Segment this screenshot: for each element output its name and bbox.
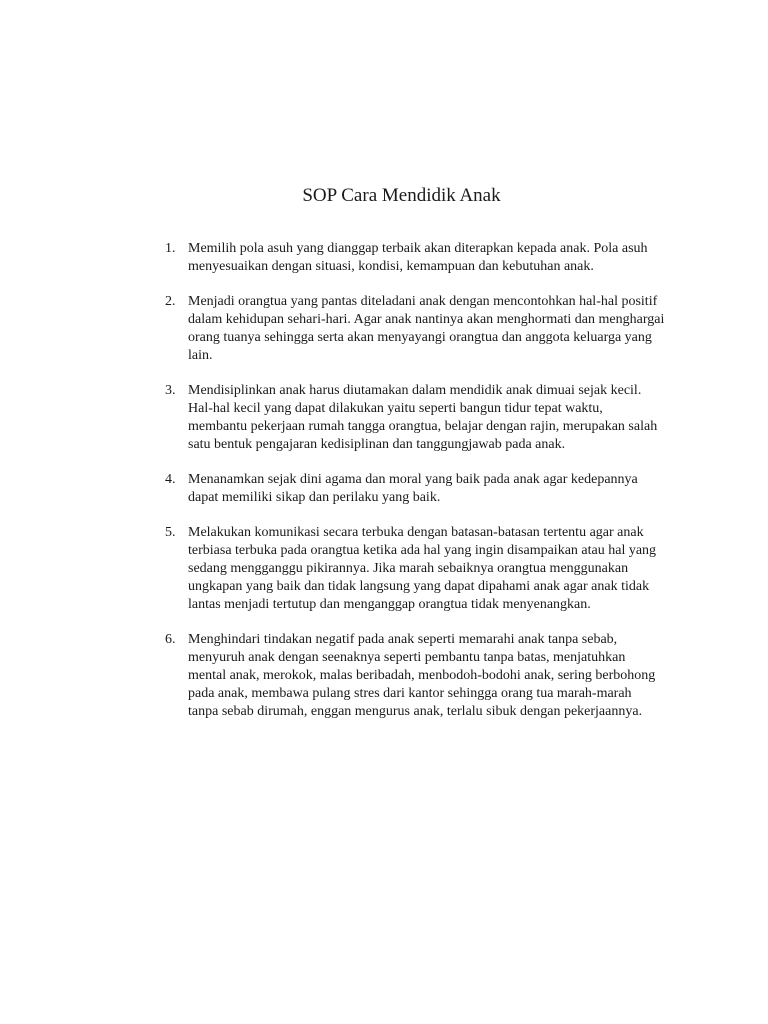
list-item-text: Menghindari tindakan negatif pada anak seperti memarahi anak tanpa sebab, menyuruh anak dengan seenaknya seperti pembantu tanpa batas, menjatuhkan mental anak, merokok, malas beribadah, menbodoh-bodohi anak, sering berbohong pada anak, membawa pulang stres dari kantor sehingga orang tua marah-marah tanpa sebab dirumah, enggan mengurus anak, terlalu sibuk dengan pekerjaannya.: [188, 632, 656, 719]
list-item-number: 5.: [165, 525, 176, 540]
list-item-number: 6.: [165, 632, 176, 647]
list-item-text: Memilih pola asuh yang dianggap terbaik akan diterapkan kepada anak. Pola asuh menyesuaikan dengan situasi, kondisi, kemampuan dan kebutuhan anak.: [188, 241, 648, 274]
document-title: SOP Cara Mendidik Anak: [302, 185, 501, 206]
list-item: [165, 293, 665, 365]
list-item: [165, 631, 665, 721]
list-item-number: 4.: [165, 472, 176, 487]
list-item: [165, 471, 665, 507]
list-item-text: Melakukan komunikasi secara terbuka dengan batasan-batasan tertentu agar anak terbiasa terbuka pada orangtua ketika ada hal yang ingin disampaikan atau hal yang sedang mengganggu pikirannya. Jika marah sebaiknya orangtua menggunakan ungkapan yang baik dan tidak langsung yang dapat dipahami anak agar anak tidak lantas menjadi tertutup dan menganggap orangtua tidak menyenangkan.: [188, 525, 657, 612]
list-item-number: 2.: [165, 294, 176, 309]
list-item: [165, 524, 665, 614]
list-item-text: Mendisiplinkan anak harus diutamakan dalam mendidik anak dimuai sejak kecil. Hal-hal kecil yang dapat dilakukan yaitu seperti bangun tidur tepat waktu, membantu pekerjaan rumah tangga orangtua, belajar dengan rajin, merupakan salah satu bentuk pengajaran kedisiplinan dan tanggungjawab pada anak.: [188, 383, 658, 452]
list-item-number: 3.: [165, 383, 176, 398]
list-item-text: Menanamkan sejak dini agama dan moral yang baik pada anak agar kedepannya dapat memiliki sikap dan perilaku yang baik.: [188, 472, 638, 505]
list-item: [165, 382, 665, 454]
list-item: [165, 240, 665, 276]
list-item-number: 1.: [165, 241, 176, 256]
sop-list: [165, 240, 665, 738]
list-item-text: Menjadi orangtua yang pantas diteladani anak dengan mencontohkan hal-hal positif dalam kehidupan sehari-hari. Agar anak nantinya akan menghormati dan menghargai orang tuanya sehingga serta akan menyayangi orangtua dan anggota keluarga yang lain.: [188, 294, 665, 363]
